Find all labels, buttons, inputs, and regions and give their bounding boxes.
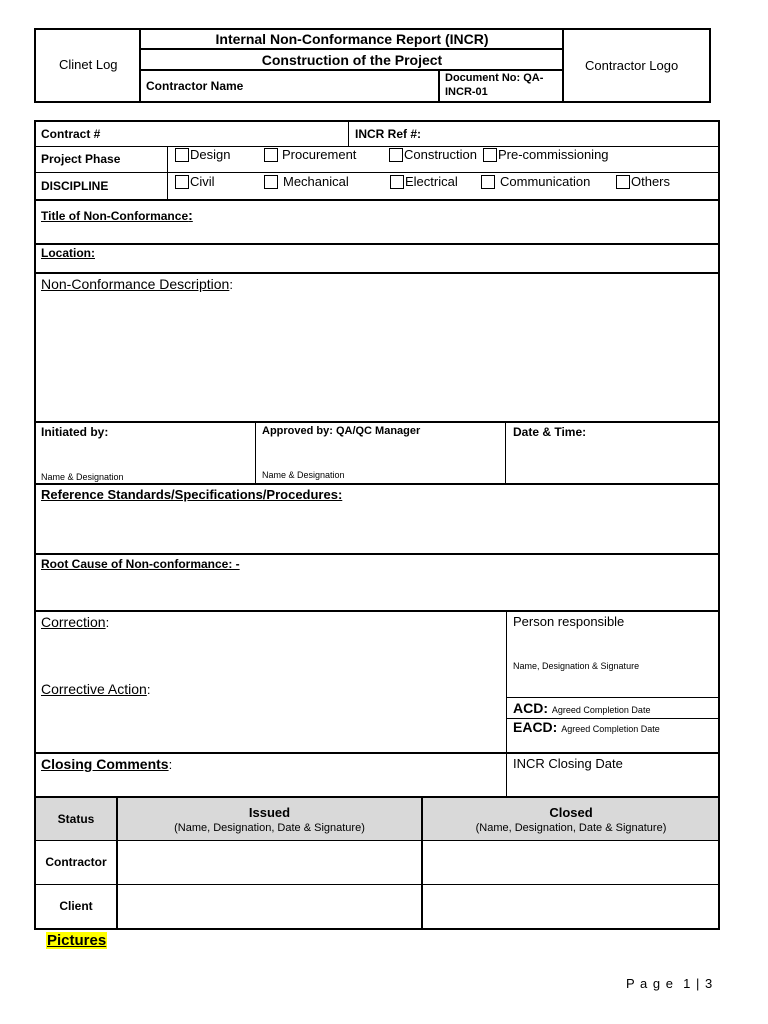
person-responsible-label: Person responsible xyxy=(513,614,625,629)
rule-after-description xyxy=(35,421,719,423)
acd-text: ACD: xyxy=(513,700,548,716)
approved-by-label: Approved by: QA/QC Manager xyxy=(262,425,421,437)
incr-closing-date-label: INCR Closing Date xyxy=(513,756,623,771)
initiated-name-designation: Name & Designation xyxy=(41,472,124,482)
closing-comments-text: Closing Comments xyxy=(41,756,169,772)
title-nc-label xyxy=(41,207,193,223)
checkbox-electrical[interactable] xyxy=(390,175,404,189)
closed-header: Closed xyxy=(549,805,593,820)
rule-after-initiated xyxy=(35,483,719,485)
status-row-contractor: Contractor xyxy=(45,855,107,869)
phase-option-design: Design xyxy=(190,147,231,162)
discipline-option-communication: Communication xyxy=(500,174,591,189)
person-name-designation-signature: Name, Designation & Signature xyxy=(513,661,640,671)
document-no-line1: Document No: QA- xyxy=(445,72,544,84)
corrective-action-label xyxy=(41,681,150,697)
eacd-text: EACD: xyxy=(513,719,558,735)
checkbox-civil[interactable] xyxy=(175,175,189,189)
phase-option-construction: Construction xyxy=(404,147,477,162)
contractor-logo: Contractor Logo xyxy=(585,58,679,73)
correction-colon: : xyxy=(105,615,110,630)
corrective-action-colon: : xyxy=(146,682,151,697)
discipline-option-electrical: Electrical xyxy=(405,174,458,189)
checkbox-communication[interactable] xyxy=(481,175,495,189)
header-rule-2 xyxy=(140,69,563,71)
header-rule-1 xyxy=(140,48,563,50)
rule-after-correction xyxy=(35,752,719,754)
discipline-label: DISCIPLINE xyxy=(41,179,109,193)
client-logo: Clinet Log xyxy=(59,57,118,72)
closing-comments-label xyxy=(41,756,172,772)
acd-description: Agreed Completion Date xyxy=(551,705,651,715)
checkbox-others[interactable] xyxy=(616,175,630,189)
location-label: Location: xyxy=(41,246,95,260)
correction-label xyxy=(41,614,109,630)
phase-option-procurement: Procurement xyxy=(282,147,357,162)
issued-subheader: (Name, Designation, Date & Signature) xyxy=(174,822,365,834)
issued-header: Issued xyxy=(248,805,291,820)
header-divider-doc xyxy=(438,70,440,102)
checkbox-pre-commissioning[interactable] xyxy=(483,148,497,162)
discipline-option-mechanical: Mechanical xyxy=(283,174,349,189)
nc-description-text: Non-Conformance Description xyxy=(41,276,230,292)
phase-option-pre-commissioning: Pre-commissioning xyxy=(498,147,609,162)
correction-divider xyxy=(506,612,507,753)
eacd-label xyxy=(513,719,660,735)
title-nc-text: Title of Non-Conformance xyxy=(41,209,189,223)
project-title: Construction of the Project xyxy=(261,52,443,68)
status-rule-2 xyxy=(35,884,719,885)
rule-above-acd xyxy=(507,697,719,698)
rule-after-location xyxy=(35,272,719,274)
contractor-name-label: Contractor Name xyxy=(146,79,244,93)
rule-after-reference xyxy=(35,553,719,555)
header-divider-right xyxy=(562,29,564,102)
root-cause-label: Root Cause of Non-conformance: - xyxy=(41,557,240,571)
acd-label xyxy=(513,700,650,716)
date-time-label: Date & Time: xyxy=(513,425,587,439)
contract-divider xyxy=(348,121,349,147)
status-rule-1 xyxy=(35,840,719,841)
nc-description-colon: : xyxy=(229,277,233,292)
rule-after-contract xyxy=(35,146,719,147)
closing-divider xyxy=(506,754,507,797)
page-number: P a g e 1 | 3 xyxy=(626,976,714,991)
closing-comments-colon: : xyxy=(168,757,173,772)
report-title: Internal Non-Conformance Report (INCR) xyxy=(215,31,489,47)
discipline-option-civil: Civil xyxy=(190,174,215,189)
checkbox-design[interactable] xyxy=(175,148,189,162)
approved-divider xyxy=(505,423,506,484)
phase-divider xyxy=(167,147,168,199)
project-phase-label: Project Phase xyxy=(41,152,121,166)
pictures-heading: Pictures xyxy=(47,932,107,949)
checkbox-mechanical[interactable] xyxy=(264,175,278,189)
discipline-option-others: Others xyxy=(631,174,671,189)
initiated-by-label: Initiated by: xyxy=(41,425,109,439)
status-row-client: Client xyxy=(59,899,93,913)
initiated-divider xyxy=(255,423,256,484)
header-divider-left xyxy=(139,29,141,102)
checkbox-construction[interactable] xyxy=(389,148,403,162)
rule-after-title xyxy=(35,243,719,245)
correction-text: Correction xyxy=(41,614,106,630)
approved-name-designation: Name & Designation xyxy=(262,470,345,480)
status-header: Status xyxy=(57,812,95,826)
title-nc-colon: : xyxy=(188,207,193,223)
rule-after-phase xyxy=(35,172,719,173)
document-no-line2: INCR-01 xyxy=(445,86,488,98)
rule-after-discipline xyxy=(35,199,719,201)
rule-after-root-cause xyxy=(35,610,719,612)
nc-description-label xyxy=(41,276,233,292)
closed-subheader: (Name, Designation, Date & Signature) xyxy=(475,822,667,834)
incr-ref-label: INCR Ref #: xyxy=(355,127,422,141)
eacd-description: Agreed Completion Date xyxy=(561,724,660,734)
corrective-action-text: Corrective Action xyxy=(41,681,147,697)
reference-standards-label: Reference Standards/Specifications/Procedures: xyxy=(41,487,343,502)
contract-no-label: Contract # xyxy=(41,127,101,141)
checkbox-procurement[interactable] xyxy=(264,148,278,162)
